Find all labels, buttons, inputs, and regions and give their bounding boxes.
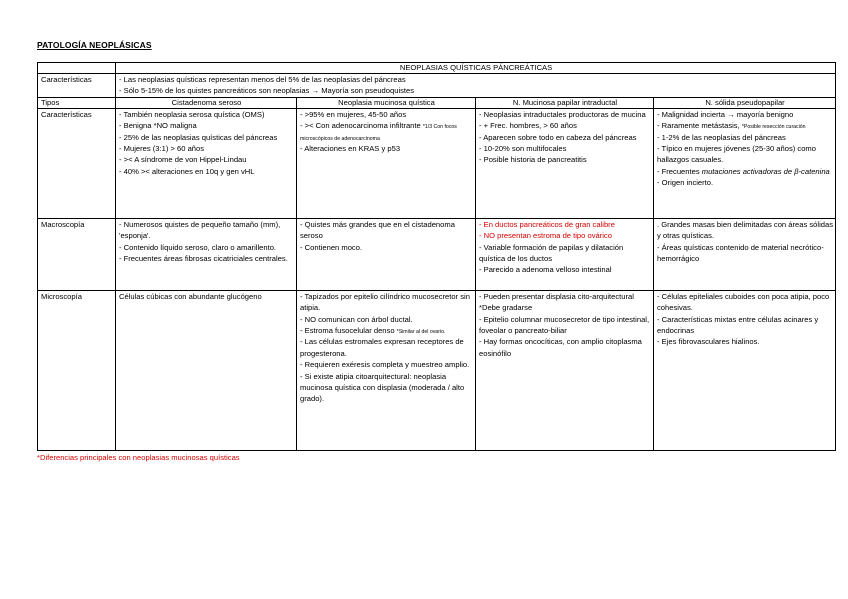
cell-note: *Similar al del ovario. (396, 329, 446, 336)
cell-line: - Neoplasias intraductales productoras de mucina (479, 109, 646, 119)
cell-line: - >< A síndrome de von Hippel-Lindau (119, 155, 247, 165)
cell-line: - Frecuentes áreas fibrosas cicatriciales centrales. (119, 254, 288, 264)
cell-line: - 1-2% de las neoplasias del páncreas (657, 132, 786, 142)
cell-line: - Malignidad incierta → mayoría benigno (657, 109, 794, 119)
cell-microscopia-solida-pseudopapilar (654, 290, 836, 450)
cell-caracteristicas-cistadenoma (116, 108, 297, 218)
cell-line (657, 120, 833, 131)
cell-caracteristicas-mucinosa-papilar (476, 108, 654, 218)
column-header-mucinosa-papilar: N. Mucinosa papilar intraductal (476, 97, 654, 108)
cell-line: - Alteraciones en KRAS y p53 (300, 144, 401, 154)
table-title-row (38, 63, 836, 74)
footnote: *Diferencias principales con neoplasias mucinosas quísticas (37, 453, 240, 462)
cell-line: - Mujeres (3:1) > 60 años (119, 144, 205, 154)
cell-line: - 10-20% son multifocales (479, 144, 567, 154)
cell-macroscopia-cistadenoma (116, 218, 297, 290)
microscopia-row (38, 290, 836, 450)
cell-text: - Estroma fusocelular denso (300, 326, 395, 336)
general-line: - Sólo 5-15% de los quistes pancreáticos son neoplasias → Mayoría son pseudoquistes (119, 86, 415, 96)
cell-line: - >95% en mujeres, 45-50 años (300, 109, 407, 119)
cell-line (300, 120, 473, 143)
column-header-mucinosa-quistica: Neoplasia mucinosa quística (297, 97, 476, 108)
cell-line (300, 325, 473, 336)
cell-text: - Frecuentes (657, 166, 702, 176)
row-label-microscopia: Microscopía (38, 290, 116, 450)
cell-line: - 25% de las neoplasias quísticas del páncreas (119, 132, 278, 142)
cell-line: Células cúbicas con abundante glucógeno (119, 291, 262, 301)
types-header-row (38, 97, 836, 108)
cell-line: - Quistes más grandes que en el cistadenoma seroso (300, 219, 455, 241)
column-header-cistadenoma: Cistadenoma seroso (116, 97, 297, 108)
cell-line (657, 166, 833, 177)
row-label-general: Características (38, 74, 116, 98)
cell-line-highlight: - NO presentan estroma de tipo ovárico (479, 231, 612, 241)
cell-line: . Grandes masas bien delimitadas con áreas sólidas y otras quísticas. (657, 219, 834, 241)
cell-line: - Requieren exéresis completa y muestreo amplio. (300, 360, 470, 370)
cell-line: - Ejes fibrovasculares hialinos. (657, 337, 760, 347)
cell-note: *Posible resección curación (741, 124, 806, 131)
cell-line: - NO comunican con árbol ductal. (300, 314, 413, 324)
caracteristicas-row (38, 108, 836, 218)
cell-caracteristicas-solida-pseudopapilar (654, 108, 836, 218)
cell-line: - Numerosos quistes de pequeño tamaño (mm), 'esponja'. (119, 219, 281, 241)
cell-line: - Parecido a adenoma velloso intestinal (479, 265, 612, 275)
column-header-solida-pseudopapilar: N. sólida pseudopapilar (654, 97, 836, 108)
cell-line: - + Frec. hombres, > 60 años (479, 121, 577, 131)
cell-line: - Células epiteliales cuboides con poca atipia, poco cohesivas. (657, 291, 830, 313)
cell-caracteristicas-mucinosa-quistica (297, 108, 476, 218)
cell-line: - 40% >< alteraciones en 10q y gen vHL (119, 166, 255, 176)
cell-line: - Variable formación de papilas y dilatación quística de los ductos (479, 242, 624, 264)
cell-text-italic: mutaciones activadoras de β-catenina (701, 166, 830, 176)
cell-line: - Hay formas oncocíticas, con amplio citoplasma eosinófilo (479, 337, 642, 358)
cell-text: - Raramente metástasis, (657, 121, 740, 131)
cell-macroscopia-solida-pseudopapilar (654, 218, 836, 290)
cell-microscopia-cistadenoma (116, 290, 297, 450)
cell-macroscopia-mucinosa-quistica (297, 218, 476, 290)
cell-macroscopia-mucinosa-papilar (476, 218, 654, 290)
cell-line: - Posible historia de pancreatitis (479, 155, 587, 165)
cell-line-highlight: - En ductos pancreáticos de gran calibre (479, 219, 615, 229)
cell-line: - Benigna *NO maligna (119, 121, 197, 131)
general-row (38, 74, 836, 98)
neoplasias-table (37, 62, 836, 451)
row-label-tipos: Tipos (38, 97, 116, 108)
cell-line: - También neoplasia serosa quística (OMS) (119, 109, 265, 119)
table-title: NEOPLASIAS QUÍSTICAS PÁNCREÁTICAS (116, 63, 836, 74)
cell-text: - >< Con adenocarcinoma infiltrante (300, 121, 421, 131)
cell-line: - Contenido líquido seroso, claro o amarillento. (119, 242, 277, 252)
cell-microscopia-mucinosa-papilar (476, 290, 654, 450)
cell-line: - Pueden presentar displasia cito-arquitectural *Debe gradarse (479, 291, 634, 313)
empty-corner-cell (38, 63, 116, 74)
general-line: - Las neoplasias quísticas representan menos del 5% de las neoplasias del páncreas (119, 75, 406, 84)
cell-line: - Epitelio columnar mucosecretor de tipo intestinal, foveolar o pancreato-biliar (479, 314, 650, 336)
cell-line: - Si existe atipia citoarquitectural: neoplasia mucinosa quística con displasia (moderada / alto grado). (300, 371, 465, 404)
row-label-macroscopia: Macroscopía (38, 218, 116, 290)
cell-microscopia-mucinosa-quistica (297, 290, 476, 450)
cell-line: - Típico en mujeres jóvenes (25-30 años) como hallazgos casuales. (657, 144, 816, 165)
cell-line: - Aparecen sobre todo en cabeza del páncreas (479, 132, 637, 142)
macroscopia-row (38, 218, 836, 290)
cell-line: - Tapizados por epitelio cilíndrico mucosecretor sin atipia. (300, 291, 470, 313)
cell-line: - Las células estromales expresan receptores de progesterona. (300, 337, 464, 358)
cell-line: - Origen incierto. (657, 178, 714, 188)
row-label-caracteristicas: Características (38, 108, 116, 218)
cell-line: - Contienen moco. (300, 242, 363, 252)
general-content (116, 74, 836, 98)
cell-line: - Áreas quísticas contenido de material necrótico-hemorrágico (657, 242, 824, 264)
cell-note: *1/3 Con focos microscópicos de adenocarcinoma (300, 124, 457, 142)
page-title: PATOLOGÍA NEOPLÁSICAS (37, 40, 152, 50)
cell-line: - Características mixtas entre células acinares y endocrinas (657, 314, 819, 336)
